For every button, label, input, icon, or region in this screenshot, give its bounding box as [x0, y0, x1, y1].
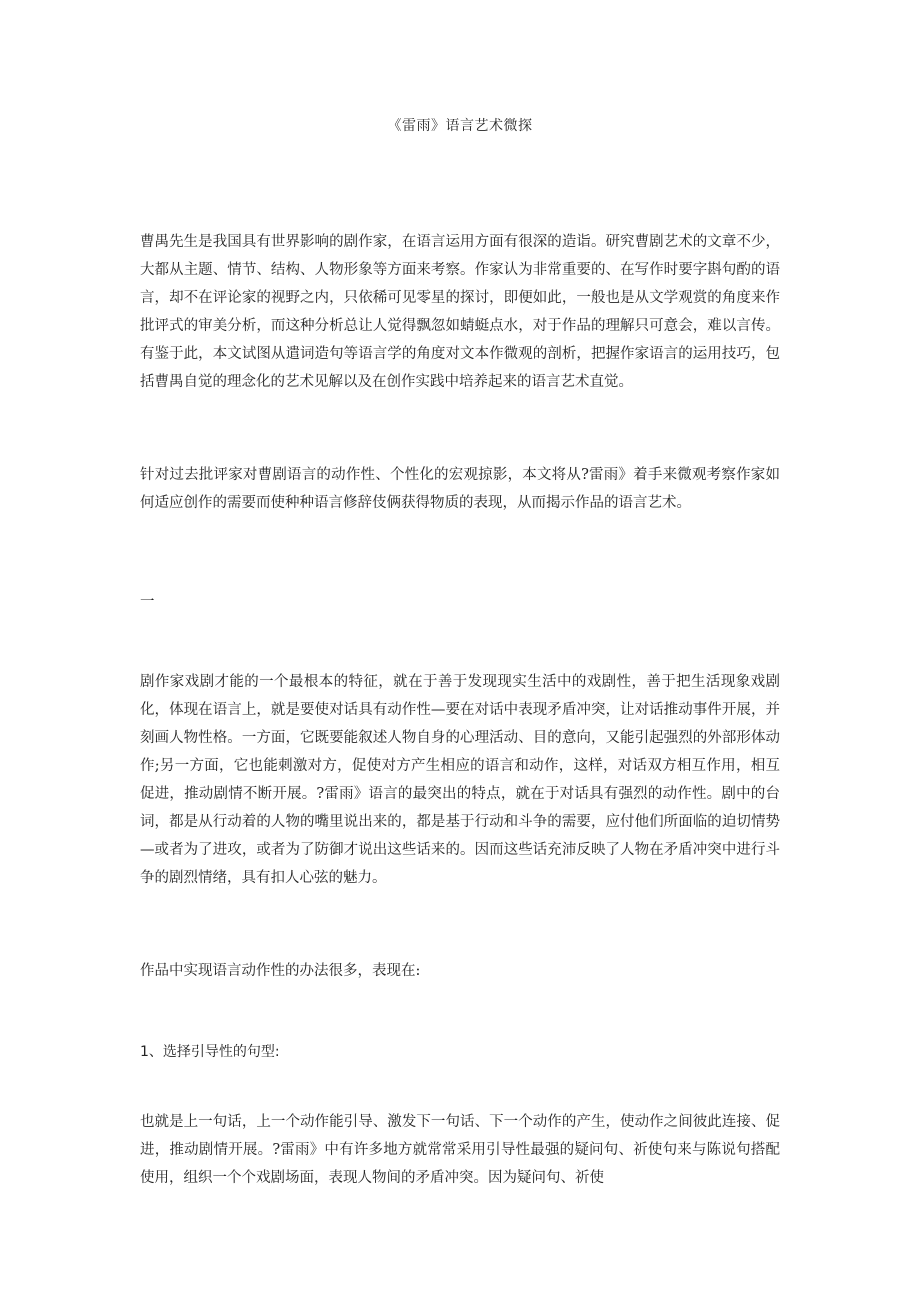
paragraph-intro: 曹禺先生是我国具有世界影响的剧作家，在语言运用方面有很深的造诣。研究曹剧艺术的文章不少，大都从主题、情节、结构、人物形象等方面来考察。作家认为非常重要的、在写作时要字斟句酌的语言，却不在评论家的视野之内，只依稀可见零星的探讨，即便如此，一般也是从文学观赏的角度来作批评式的审美分析，而这种分析总让人觉得飘忽如蜻蜓点水，对于作品的理解只可意会，难以言传。有鉴于此，本文试图从遣词造句等语言学的角度对文本作微观的剖析，把握作家语言的运用技巧，包括曹禺自觉的理念化的艺术见解以及在创作实践中培养起来的语言艺术直觉。: [140, 234, 780, 390]
paragraph-methods-intro: 作品中实现语言动作性的办法很多，表现在:: [140, 963, 421, 979]
paragraph-purpose: 针对过去批评家对曹剧语言的动作性、个性化的宏观掠影，本文将从?雷雨》着手来微观考察作家如何适应创作的需要而使种种语言修辞伎俩获得物质的表现，从而揭示作品的语言艺术。: [140, 467, 780, 511]
subheading-guiding-sentences: 1、选择引导性的句型:: [140, 1044, 280, 1060]
document-title: 《雷雨》语言艺术微探: [387, 118, 533, 134]
paragraph-dramatic-action: 剧作家戏剧才能的一个最根本的特征，就在于善于发现现实生活中的戏剧性，善于把生活现象戏剧化，体现在语言上，就是要使对话具有动作性—要在对话中表现矛盾冲突，让对话推动事件开展，并刻画人物性格。一方面，它既要能叙述人物自身的心理活动、目的意向，又能引起强烈的外部形体动作;另一方面，它也能刺激对方，促使对方产生相应的语言和动作，这样，对话双方相互作用，相互促进，推动剧情不断开展。?雷雨》语言的最突出的特点，就在于对话具有强烈的动作性。剧中的台词，都是从行动着的人物的嘴里说出来的，都是基于行动和斗争的需要，应付他们所面临的迫切情势—或者为了进攻，或者为了防御才说出这些话来的。因而这些话充沛反映了人物在矛盾冲突中进行斗争的剧烈情绪，具有扣人心弦的魅力。: [140, 674, 780, 886]
paragraph-guiding-sentences: 也就是上一句话，上一个动作能引导、激发下一句话、下一个动作的产生，使动作之间彼此连接、促进，推动剧情开展。?雷雨》中有许多地方就常常采用引导性最强的疑问句、祈使句来与陈说句搭配使用，组织一个个戏剧场面，表现人物间的矛盾冲突。因为疑问句、祈使: [140, 1114, 780, 1186]
section-heading-one: 一: [140, 594, 155, 610]
